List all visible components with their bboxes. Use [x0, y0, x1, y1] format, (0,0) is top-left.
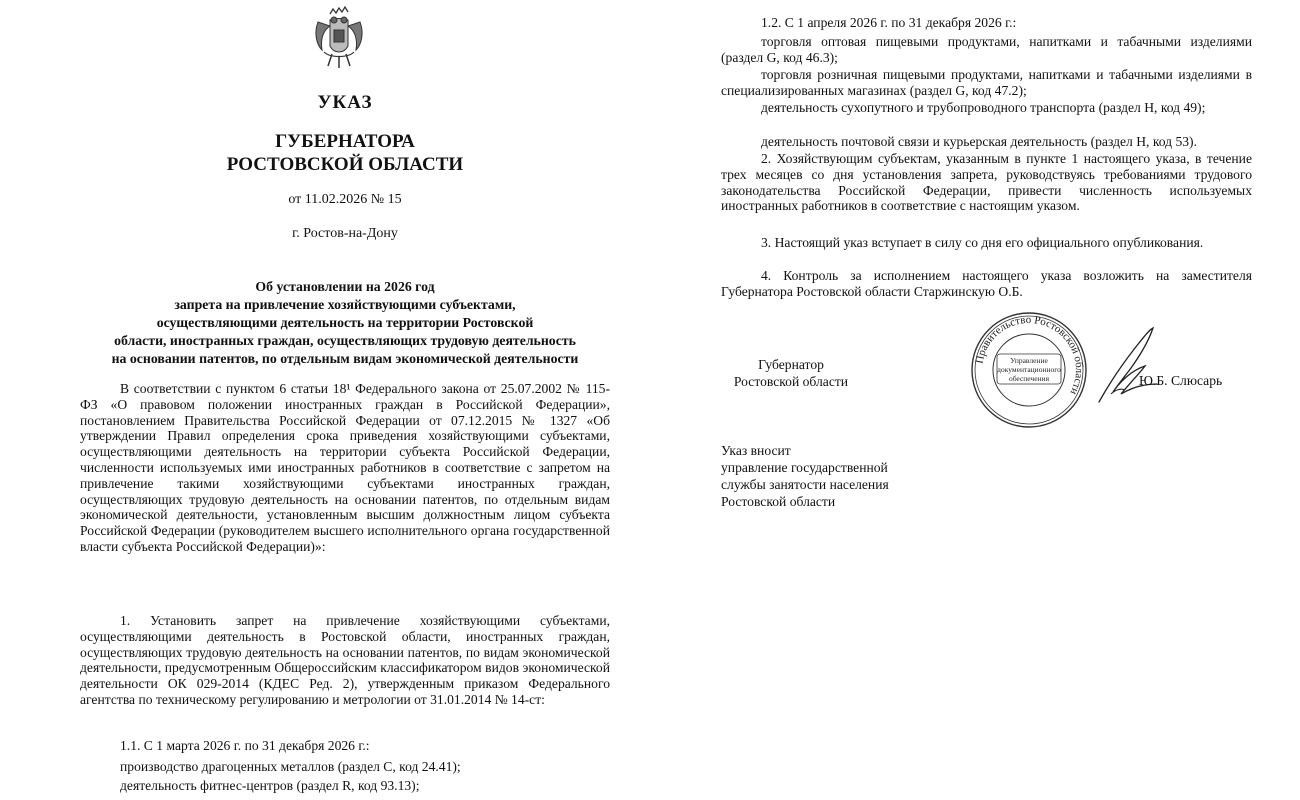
source-line: Ростовской области [721, 494, 836, 509]
left-page [80, 0, 610, 800]
official-seal [969, 310, 1089, 430]
source-line: службы занятости населения [721, 477, 889, 492]
signatory-position [723, 356, 859, 390]
seal-center-text: Управление [1010, 356, 1048, 365]
item-3-paragraph: 3. Настоящий указ вступает в силу со дня его официального опубликования. [761, 235, 1204, 250]
title-line: осуществляющими деятельность на территории Ростовской [156, 315, 534, 330]
item-1-1-heading: 1.1. С 1 марта 2026 г. по 31 декабря 2026 г.: [120, 738, 370, 753]
decree-city: г. Ростов-на-Дону [292, 226, 398, 241]
decree-date-number: от 11.02.2026 № 15 [288, 192, 402, 207]
item-1-2-heading: 1.2. С 1 апреля 2026 г. по 31 декабря 2026 г.: [761, 15, 1017, 30]
title-line: на основании патентов, по отдельным видам экономической деятельности [111, 351, 579, 366]
item-1-2-activity: деятельность сухопутного и трубопроводного транспорта (раздел H, код 49); [761, 100, 1206, 115]
title-line: запрета на привлечение хозяйствующими субъектами, [174, 297, 516, 312]
issuer-heading [80, 130, 610, 176]
source-line: Указ вносит [721, 443, 791, 458]
coat-of-arms-emblem [310, 6, 368, 72]
preamble-paragraph: В соответствии с пунктом 6 статьи 18¹ Федерального закона от 25.07.2002 № 115-ФЗ «О правовом положении иностранных граждан в Российской Федерации», постановлением Правительства Российской Федерации от 07.12.2015 № 1327 «Об утверждении Правил определения срока приведения хозяйствующими субъектами, осуществляющими деятельность на территории субъекта Российской Федерации, численности используемых ими иностранных работников в соответствие с запретом на привлечение такими хозяйствующими субъектами иностранных граждан, осуществляющих трудовую деятельность на основании патентов, по отдельным видам экономической деятельности, установленным высшим должностным лицом субъекта Российской Федерации (руководителем высшего исполнительного органа государственной власти субъекта Российской Федерации)»: [80, 381, 610, 554]
issuer-line: ГУБЕРНАТОРА [275, 131, 415, 152]
decree-title [80, 278, 610, 368]
item-4-paragraph: 4. Контроль за исполнением настоящего указа возложить на заместителя Губернатора Ростовской области Старжинскую О.Б. [721, 268, 1252, 299]
signatory-position-line: Губернатор [758, 357, 824, 372]
item-1-1-activity: производство драгоценных металлов (раздел С, код 24.41); [120, 759, 461, 774]
item-1-1-activity: деятельность фитнес-центров (раздел R, код 93.13); [120, 778, 420, 793]
item-1-2-activity: деятельность почтовой связи и курьерская деятельность (раздел H, код 53). [761, 134, 1197, 149]
signatory-position-line: Ростовской области [733, 374, 849, 389]
issuer-line: РОСТОВСКОЙ ОБЛАСТИ [226, 154, 464, 175]
handwritten-signature [1091, 322, 1161, 412]
decree-heading: УКАЗ [317, 92, 373, 113]
seal-center-text: обеспечения [1008, 374, 1050, 383]
signatory-name: Ю.Б. Слюсарь [1139, 373, 1223, 388]
source-line: управление государственной [721, 460, 888, 475]
seal-ring-text: Правительство Ростовской области [973, 313, 1086, 397]
decree-source [721, 442, 889, 510]
item-1-paragraph: 1. Установить запрет на привлечение хозяйствующими субъектами, осуществляющими деятельность в Ростовской области, иностранных граждан, осуществляющих трудовую деятельность на основании патентов, по видам экономической деятельности, предусмотренным Общероссийским классификатором видов экономической деятельности ОК 029-2014 (КДЕС Ред. 2), утвержденным приказом Федерального агентства по техническому регулированию и метрологии от 31.01.2014 № 14-ст: [80, 613, 610, 707]
item-2-paragraph: 2. Хозяйствующим субъектам, указанным в пункте 1 настоящего указа, в течение трех месяцев со дня установления запрета, руководствуясь требованиями трудового законодательства Российской Федерации, привести численность используемых иностранных работников в соответствие с настоящим указом. [721, 151, 1252, 214]
seal-center-text: документационного [997, 365, 1061, 374]
item-1-2-activity: торговля оптовая пищевыми продуктами, напитками и табачными изделиями (раздел G, код 46.3); [721, 34, 1252, 65]
right-page [721, 0, 1252, 800]
title-line: области, иностранных граждан, осуществляющих трудовую деятельность [114, 333, 576, 348]
item-1-2-activity: торговля розничная пищевыми продуктами, напитками и табачными изделиями в специализированных магазинах (раздел G, код 47.2); [721, 67, 1252, 98]
title-line: Об установлении на 2026 год [255, 279, 435, 294]
